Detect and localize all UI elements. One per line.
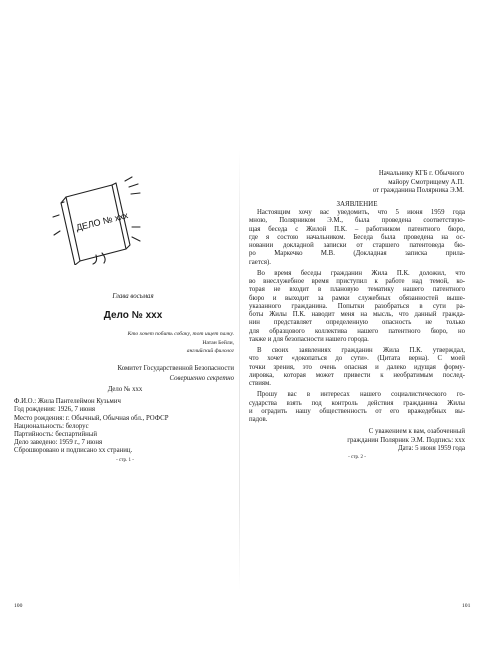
epigraph-author: Натан Бейли, (202, 339, 234, 346)
text-line: ро Маркечко М.В. (Докладная записка прила- (249, 250, 465, 258)
left-page (14, 0, 236, 650)
text-line: падов. (249, 416, 268, 423)
sketch-label: ДЕЛО № xxx (75, 210, 130, 233)
epigraph-author-desc: английский филолог (186, 348, 234, 355)
text-line: ствиям. (249, 380, 271, 387)
text-line: где я состою начальником. Беседа была проведена на ос- (249, 233, 465, 241)
text-line: нин представляет определенную опасность не только (249, 319, 465, 327)
text-line: В своих заявлениях гражданин Жила П.К. утверждал, (257, 347, 465, 354)
dossier-line: Ф.И.О.: Жила Пантелеймон Кузьмич (14, 398, 121, 406)
signature-line: Дата: 5 июня 1959 года (398, 444, 465, 452)
epigraph-quote: Кто хочет побить собаку, тот ищет палку. (127, 331, 234, 337)
dossier-header: Дело № xxx (107, 386, 143, 393)
secret-stamp: Совершенно секретно (169, 374, 234, 382)
dossier (14, 386, 236, 465)
signature-line: С уважением к вам, озабоченный (368, 428, 465, 436)
text-line: Прошу вас в интересах нашего социалистического го- (257, 391, 465, 399)
dossier-line: Место рождения: г. Обычный, Обычная обл., РОФСР (14, 414, 169, 422)
signature-line: гражданин Полярник Э.М. Подпись: xxx (347, 436, 465, 444)
dossier-line: Год рождения: 1926, 7 июня (14, 406, 96, 414)
dossier-line: Сброшюровано и подписано хх страниц. (14, 447, 133, 455)
dossier-footer: - стр. 1 - (116, 457, 134, 463)
text-line: также и для безопасности нашего города. (249, 335, 369, 343)
text-line: лировка, которая может привести к необратимым послед- (249, 371, 465, 379)
addressee-line: Начальнику КГБ г. Обычного (378, 170, 464, 177)
text-line: точки зрения, это очень опасная и далеко идущая форму- (249, 363, 465, 371)
text-line: бюро и выходит за рамки служебных обязанностей выше- (249, 294, 465, 302)
chapter-heading: Глава восьмая (112, 293, 154, 300)
book-gutter (239, 150, 240, 590)
page-number-right: 101 (462, 603, 471, 609)
addressee-block (249, 170, 464, 196)
text-line: что хочет «докопаться до сути». (Цитата верна). С моей (249, 355, 465, 363)
text-line: Во время беседы гражданин Жила П.К. доложил, что (257, 269, 465, 277)
addressee-line: майору Смотрищему А.П. (388, 178, 464, 186)
statement-footer: - стр. 2 - (348, 455, 366, 460)
signature-block (249, 428, 465, 453)
dossier-line: Дело заведено: 1959 г., 7 июня (14, 439, 103, 447)
right-page (249, 0, 465, 650)
case-title: Дело № xxx (103, 310, 163, 321)
text-line: гается). (249, 258, 271, 266)
dossier-line: Партийность: беспартийный (14, 431, 97, 439)
text-line: новании докладной записки от старшего патентоведа бю- (249, 242, 465, 249)
text-line: для образцового коллектива нашего патентного бюро, но (249, 327, 465, 335)
text-line: торая не входит в плановую тематику нашего патентного (249, 286, 465, 294)
epigraph (54, 330, 234, 356)
text-line: сударства взять под контроль действия гражданина Жилы (249, 399, 465, 407)
committee-block (44, 364, 234, 383)
page-number-left: 100 (14, 603, 23, 609)
committee-name: Комитет Государственной Безопасности (117, 365, 234, 372)
dossier-folder-sketch-icon (52, 175, 147, 265)
statement-body (249, 209, 465, 462)
text-line: и оградить нашу общественность от его вражедебных вы- (249, 407, 465, 415)
dossier-line: Национальность: белорус (14, 422, 89, 430)
addressee-line: от гражданина Полярника Э.М. (372, 187, 464, 195)
text-line: мною, Полярником Э.М., была проведена соответствую- (249, 217, 465, 225)
statement-title: ЗАЯВЛЕНИЕ (336, 200, 378, 208)
text-line: щая беседа с Жилой П.К. – работником патентного бюро, (249, 225, 465, 233)
text-line: во внеслужебное время приступил к работе над темой, ко- (249, 278, 465, 285)
text-line: Настоящим хочу вас уведомить, что 5 июня 1959 года (257, 209, 465, 216)
text-line: указанного гражданина. Попытки разобраться в сути ра- (249, 302, 465, 310)
text-line: боты Жилы П.К. наводит меня на мысль, что данный гражда- (249, 311, 465, 318)
